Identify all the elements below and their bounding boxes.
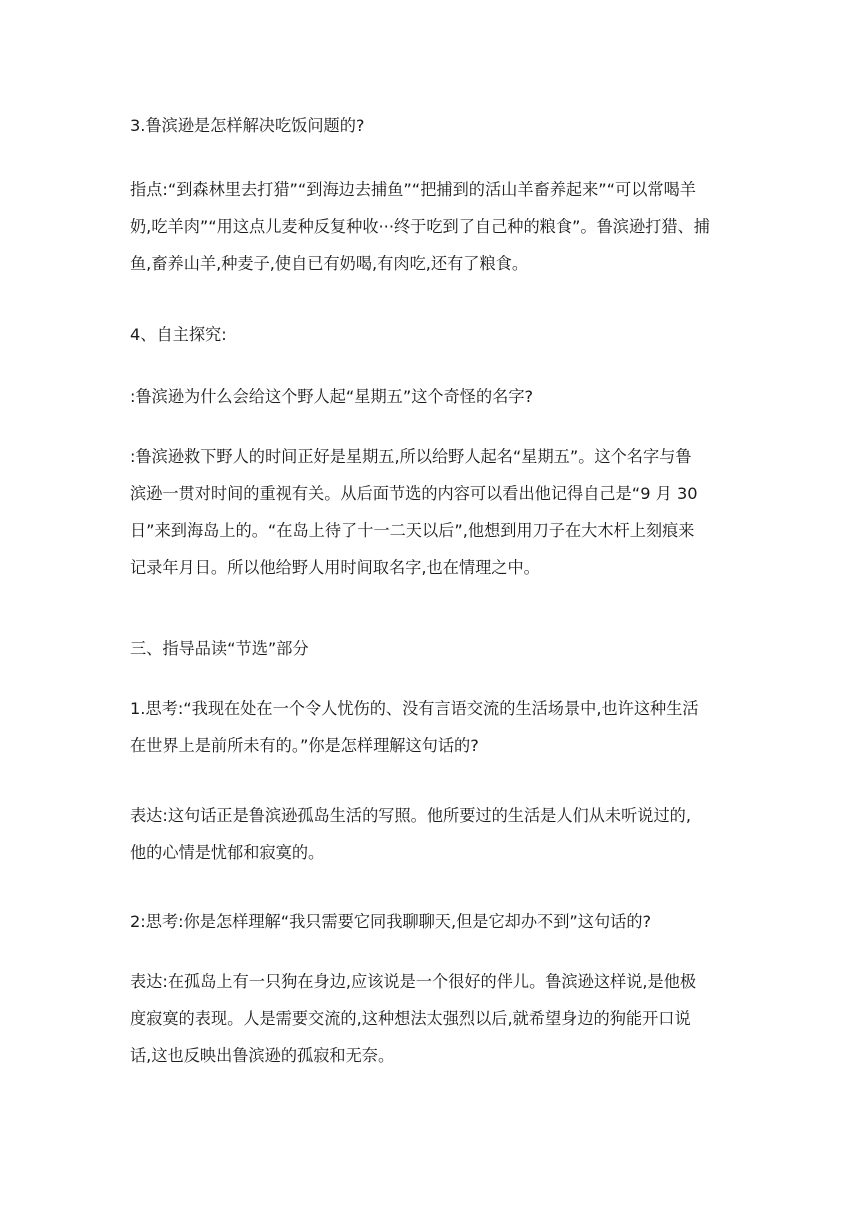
text-line: 三、指导品读“节选”部分 <box>130 639 309 658</box>
guidance-paragraph <box>130 171 736 282</box>
text-line: 度寂寞的表现。人是需要交流的,这种想法太强烈以后,就希望身边的狗能开口说 <box>130 1009 691 1028</box>
text-line: 1.思考:“我现在处在一个令人忧伤的、没有言语交流的生活场景中,也许这种生活 <box>130 699 699 718</box>
text-line: 记录年月日。所以他给野人用时间取名字,也在情理之中。 <box>130 558 540 577</box>
text-line: 话,这也反映出鲁滨逊的孤寂和无奈。 <box>130 1046 395 1065</box>
answer-2 <box>130 963 736 1074</box>
section-heading-4 <box>130 316 736 353</box>
text-line: 他的心情是忧郁和寂寞的。 <box>130 843 325 862</box>
text-line: 奶,吃羊肉”“用这点儿麦种反复种收···终于吃到了自己种的粮食”。鲁滨逊打猎、捕 <box>130 217 710 236</box>
text-line: 在世界上是前所未有的。”你是怎样理解这句话的? <box>130 736 479 755</box>
text-line: 滨逊一贯对时间的重视有关。从后面节选的内容可以看出他记得自己是“9 月 30 <box>130 484 698 503</box>
section-heading-3 <box>130 630 736 667</box>
inquiry-answer <box>130 438 736 586</box>
text-line: 日”来到海岛上的。“在岛上待了十一二天以后”,他想到用刀子在大木杆上刻痕来 <box>130 521 695 540</box>
question-2 <box>130 903 736 940</box>
text-line: 表达:这句话正是鲁滨逊孤岛生活的写照。他所要过的生活是人们从未听说过的, <box>130 806 691 825</box>
text-line: 3.鲁滨逊是怎样解决吃饭问题的? <box>130 116 365 135</box>
text-line: 鱼,畜养山羊,种麦子,使自已有奶喝,有肉吃,还有了粮食。 <box>130 254 529 273</box>
text-line: 表达:在孤岛上有一只狗在身边,应该说是一个很好的伴儿。鲁滨逊这样说,是他极 <box>130 972 697 991</box>
text-line: 指点:“到森林里去打猎”“到海边去捕鱼”“把捕到的活山羊畜养起来”“可以常喝羊 <box>130 180 696 199</box>
question-3 <box>130 107 736 144</box>
answer-1 <box>130 797 736 871</box>
text-line: :鲁滨逊救下野人的时间正好是星期五,所以给野人起名“星期五”。这个名字与鲁 <box>130 447 692 466</box>
text-line: 2:思考:你是怎样理解“我只需要它同我聊聊天,但是它却办不到”这句话的? <box>130 912 652 931</box>
text-line: :鲁滨逊为什么会给这个野人起“星期五”这个奇怪的名字? <box>130 387 534 406</box>
inquiry-question <box>130 378 736 415</box>
text-line: 4、自主探究: <box>130 325 227 344</box>
question-1 <box>130 690 736 764</box>
